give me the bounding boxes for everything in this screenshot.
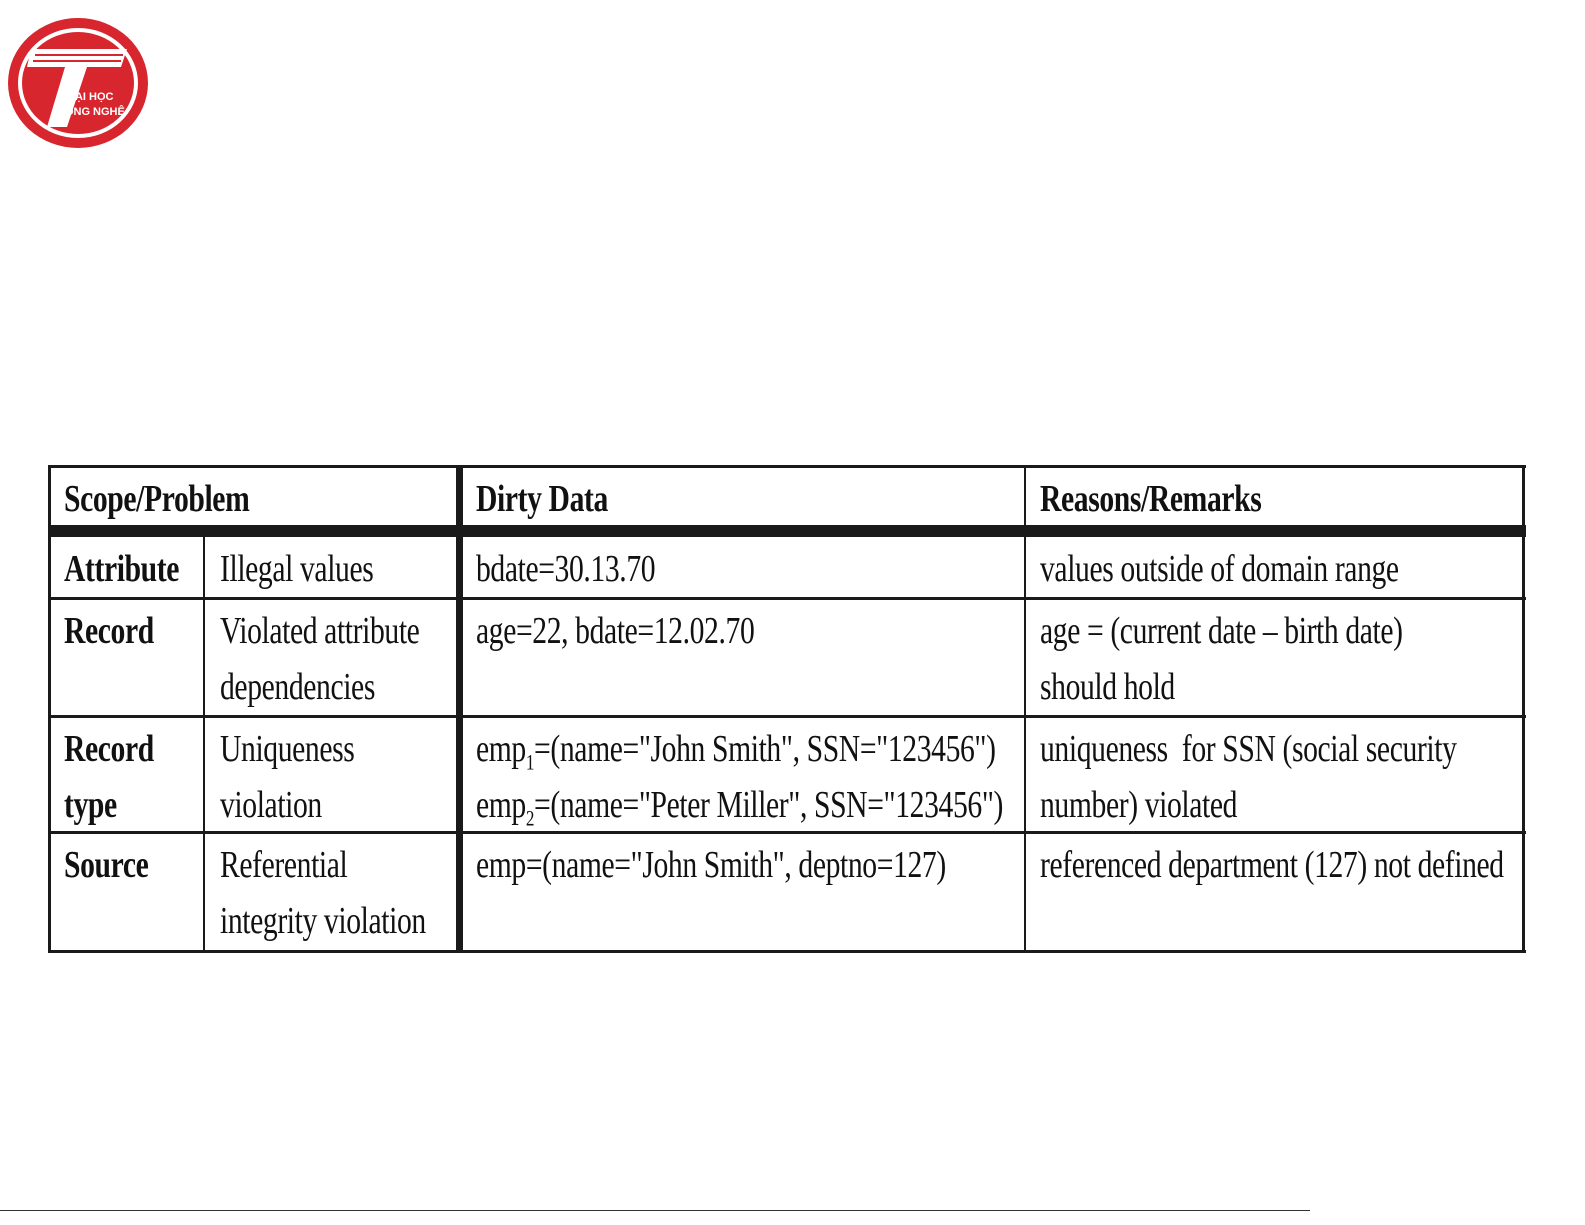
table-row-problem-line2: dependencies	[220, 666, 375, 708]
table-row-remarks-line2: should hold	[1040, 666, 1175, 708]
table-row-problem-line1: Uniqueness	[220, 728, 355, 770]
table-row-remarks-line2: number) violated	[1040, 784, 1238, 826]
logo-emblem	[5, 15, 151, 151]
university-logo	[5, 15, 151, 151]
table-left-border	[48, 465, 51, 953]
header-dirty-data: Dirty Data	[476, 478, 608, 520]
table-row-remarks: values outside of domain range	[1040, 548, 1399, 590]
table-row-problem: Illegal values	[220, 548, 374, 590]
table-top-border	[48, 465, 1526, 468]
table-row-dirty-data-line1: emp$_1$=(name="John Smith", SSN="123456")	[476, 728, 996, 775]
dirty-data-table	[48, 465, 1526, 954]
table-row-dirty-data: bdate=30.13.70	[476, 548, 656, 590]
table-row-problem-line1: Referential	[220, 844, 348, 886]
table-bottom-border	[48, 950, 1526, 953]
table-row-scope: Attribute	[64, 548, 180, 590]
table-row-dirty-data: emp=(name="John Smith", deptno=127)	[476, 844, 946, 886]
table-row-remarks-line1: age = (current date – birth date)	[1040, 610, 1403, 652]
footer-divider	[0, 1210, 1310, 1211]
table-row-scope: Source	[64, 844, 149, 886]
table-row-problem-line2: integrity violation	[220, 900, 426, 942]
table-row-scope: Record	[64, 610, 154, 652]
table-row-problem-line1: Violated attribute	[220, 610, 420, 652]
table-row-remarks: referenced department (127) not defined	[1040, 844, 1504, 886]
logo-text-line1: ĐẠI HỌC	[67, 91, 114, 103]
table-row-remarks-line1: uniqueness for SSN (social security	[1040, 728, 1457, 770]
logo-text-line2: CÔNG NGHỆ	[57, 106, 125, 118]
table-row-scope-line1: Record	[64, 728, 154, 770]
row-divider	[48, 715, 1526, 718]
table-row-scope-line2: type	[64, 784, 117, 826]
column-divider-thick	[456, 465, 463, 953]
column-divider	[203, 537, 205, 953]
header-reasons-remarks: Reasons/Remarks	[1040, 478, 1262, 520]
table-row-dirty-data: age=22, bdate=12.02.70	[476, 610, 755, 652]
table-row-dirty-data-line2: emp$_2$=(name="Peter Miller", SSN="123456")	[476, 784, 1004, 831]
table-row-problem-line2: violation	[220, 784, 322, 826]
header-scope-problem: Scope/Problem	[64, 478, 250, 520]
row-divider	[48, 597, 1526, 600]
